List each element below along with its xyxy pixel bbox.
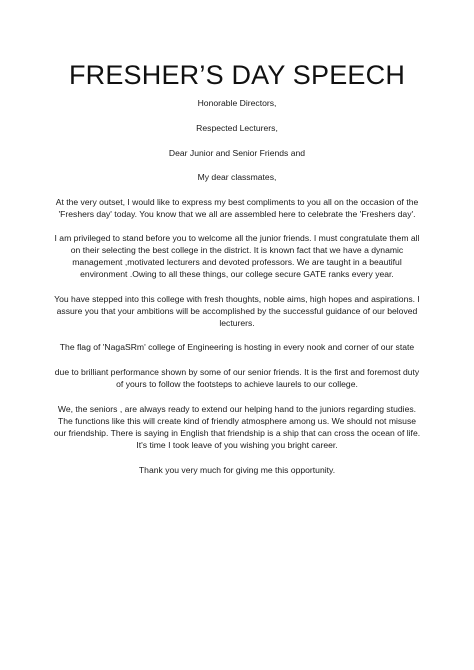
salutation-classmates: My dear classmates, bbox=[197, 172, 277, 182]
paragraph-college-flag: The flag of 'NagaSRm' college of Engineering is hosting in every nook and corner of our state bbox=[59, 342, 415, 352]
salutation-lecturers: Respected Lecturers, bbox=[196, 123, 278, 133]
paragraph-welcome: I am privileged to stand before you to welcome all the junior friends. I must congratulate them all on their selecting the best college in the district. It is known fact that we have a dynamic management ,motivated lecturers and devoted professors. We are taught in a beautiful environment .Owing to all these things, our college secure GATE ranks every year. bbox=[54, 233, 420, 279]
paragraph-thanks: Thank you very much for giving me this opportunity. bbox=[138, 465, 336, 475]
salutation-directors: Honorable Directors, bbox=[197, 98, 277, 108]
paragraph-senior-performance: due to brilliant performance shown by some of our senior friends. It is the first and foremost duty of yours to follow the footsteps to achieve laurels to our college. bbox=[54, 367, 420, 389]
salutation-friends: Dear Junior and Senior Friends and bbox=[168, 148, 306, 158]
paragraph-opening: At the very outset, I would like to express my best compliments to you all on the occasion of the 'Freshers day' today. You know that we all are assembled here to celebrate the 'Freshers day'. bbox=[55, 197, 419, 219]
paragraph-helping-hand: We, the seniors , are always ready to extend our helping hand to the juniors regarding studies. The functions like this will create kind of friendly atmosphere among us. We should not misuse our friendship. There is saying in English that friendship is a ship that can cross the ocean of life. It's time I took leave of you wishing you bright career. bbox=[53, 404, 421, 450]
page-title: FRESHER’S DAY SPEECH bbox=[68, 60, 406, 90]
paragraph-aspirations: You have stepped into this college with fresh thoughts, noble aims, high hopes and aspirations. I assure you that your ambitions will be accomplished by the successful guidance of our beloved lecturers. bbox=[54, 294, 420, 328]
